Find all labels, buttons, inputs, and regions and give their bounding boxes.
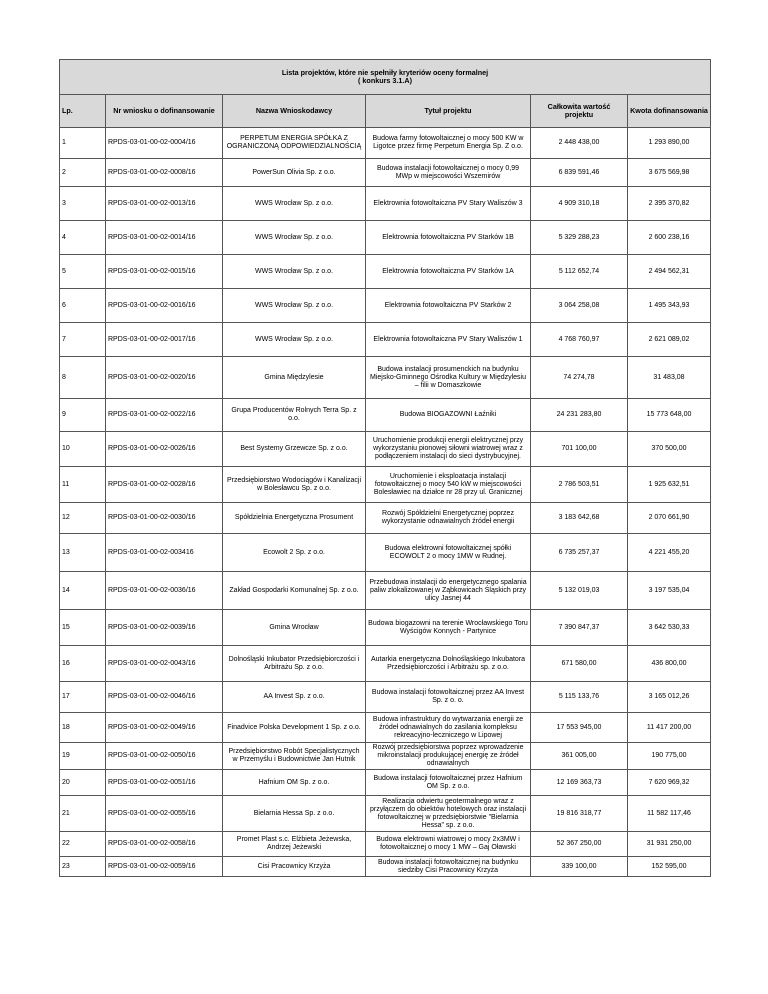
row-applicant-name: Grupa Producentów Rolnych Terra Sp. z o.o. [223, 399, 366, 432]
header-kwota: Kwota dofinansowania [628, 95, 711, 128]
table-row [60, 770, 711, 796]
row-applicant-name: Bielarnia Hessa Sp. z o.o. [223, 796, 366, 832]
title-row [60, 60, 711, 95]
row-project-title: Elektrownia fotowoltaiczna PV Starków 1B [366, 221, 531, 255]
row-lp: 10 [60, 432, 106, 467]
table-row [60, 713, 711, 743]
row-funding-amount: 1 495 343,93 [628, 289, 711, 323]
row-applicant-name: Promet Plast s.c. Elżbieta Jeżewska, Andrzej Jeżewski [223, 832, 366, 857]
row-lp: 8 [60, 357, 106, 399]
row-lp: 18 [60, 713, 106, 743]
row-application-number: RPDS-03-01-00-02-0059/16 [106, 857, 223, 877]
row-application-number: RPDS-03-01-00-02-0026/16 [106, 432, 223, 467]
row-applicant-name: PowerSun Olivia Sp. z o.o. [223, 159, 366, 187]
row-lp: 19 [60, 743, 106, 770]
table-row [60, 432, 711, 467]
row-application-number: RPDS-03-01-00-02-0036/16 [106, 572, 223, 610]
row-lp: 13 [60, 534, 106, 572]
table-row [60, 857, 711, 877]
header-lp: Lp. [60, 95, 106, 128]
row-funding-amount: 370 500,00 [628, 432, 711, 467]
table-row [60, 159, 711, 187]
row-total-value: 17 553 945,00 [531, 713, 628, 743]
row-applicant-name: PERPETUM ENERGIA SPÓŁKA Z OGRANICZONĄ ODPOWIEDZIALNOŚCIĄ [223, 128, 366, 159]
row-total-value: 339 100,00 [531, 857, 628, 877]
row-applicant-name: WWS Wrocław Sp. z o.o. [223, 187, 366, 221]
row-lp: 1 [60, 128, 106, 159]
row-project-title: Przebudowa instalacji do energetycznego spalania paliw zlokalizowanej w Ząbkowicach Śląskich przy ulicy Jasnej 44 [366, 572, 531, 610]
row-application-number: RPDS-03-01-00-02-0030/16 [106, 503, 223, 534]
row-application-number: RPDS-03-01-00-02-0008/16 [106, 159, 223, 187]
row-application-number: RPDS-03-01-00-02-0015/16 [106, 255, 223, 289]
row-lp: 23 [60, 857, 106, 877]
row-total-value: 5 329 288,23 [531, 221, 628, 255]
table-row [60, 221, 711, 255]
row-project-title: Rozwój Spółdzielni Energetycznej poprzez wykorzystanie odnawialnych źródeł energii [366, 503, 531, 534]
row-project-title: Budowa instalacji prosumenckich na budynku Miejsko-Gminnego Ośrodka Kultury w Międzylesiu – filii w Domaszkowie [366, 357, 531, 399]
header-wnioskodawca: Nazwa Wnioskodawcy [223, 95, 366, 128]
row-funding-amount: 11 582 117,46 [628, 796, 711, 832]
row-lp: 2 [60, 159, 106, 187]
row-project-title: Budowa instalacji fotowoltaicznej na budynku siedziby Cisi Pracownicy Krzyża [366, 857, 531, 877]
row-project-title: Budowa farmy fotowoltaicznej o mocy 500 KW w Ligotce przez firmę Perpetum Energia Sp. Z o.o. [366, 128, 531, 159]
row-application-number: RPDS-03-01-00-02-0051/16 [106, 770, 223, 796]
row-total-value: 5 115 133,76 [531, 682, 628, 713]
row-funding-amount: 3 642 530,33 [628, 610, 711, 646]
projects-table [59, 59, 711, 877]
row-lp: 6 [60, 289, 106, 323]
table-row [60, 187, 711, 221]
row-application-number: RPDS-03-01-00-02-003416 [106, 534, 223, 572]
row-lp: 9 [60, 399, 106, 432]
row-project-title: Uruchomienie i eksploatacja instalacji fotowoltaicznej o mocy 540 kW w miejscowości Bolesławiec na działce nr 28 przy ul. Granicznej [366, 467, 531, 503]
row-lp: 12 [60, 503, 106, 534]
table-row [60, 357, 711, 399]
row-funding-amount: 31 483,08 [628, 357, 711, 399]
row-total-value: 3 064 258,08 [531, 289, 628, 323]
row-application-number: RPDS-03-01-00-02-0049/16 [106, 713, 223, 743]
table-row [60, 610, 711, 646]
table-row [60, 572, 711, 610]
table-row [60, 255, 711, 289]
row-applicant-name: WWS Wrocław Sp. z o.o. [223, 323, 366, 357]
row-funding-amount: 11 417 200,00 [628, 713, 711, 743]
row-lp: 3 [60, 187, 106, 221]
table-row [60, 832, 711, 857]
row-project-title: Elektrownia fotowoltaiczna PV Starków 2 [366, 289, 531, 323]
row-funding-amount: 4 221 455,20 [628, 534, 711, 572]
row-project-title: Realizacja odwiertu geotermalnego wraz z przyłączem do obiektów hotelowych oraz instalacji fotowoltaicznej w przedsiębiorstwie "Bielarnia Hessa" sp. z o.o. [366, 796, 531, 832]
row-project-title: Rozwój przedsiębiorstwa poprzez wprowadzenie mikroinstalacji produkującej energię ze źródeł odnawialnych [366, 743, 531, 770]
row-funding-amount: 3 197 535,04 [628, 572, 711, 610]
row-funding-amount: 15 773 648,00 [628, 399, 711, 432]
row-funding-amount: 1 293 890,00 [628, 128, 711, 159]
row-application-number: RPDS-03-01-00-02-0028/16 [106, 467, 223, 503]
row-project-title: Budowa infrastruktury do wytwarzania energii ze źródeł odnawialnych do zasilania kompleksu rekreacyjno-leczniczego w Lipowej [366, 713, 531, 743]
row-project-title: Elektrownia fotowoltaiczna PV Stary Waliszów 3 [366, 187, 531, 221]
row-funding-amount: 3 165 012,26 [628, 682, 711, 713]
table-row [60, 796, 711, 832]
row-applicant-name: Zakład Gospodarki Komunalnej Sp. z o.o. [223, 572, 366, 610]
row-funding-amount: 2 621 089,02 [628, 323, 711, 357]
row-total-value: 7 390 847,37 [531, 610, 628, 646]
row-lp: 4 [60, 221, 106, 255]
table-row [60, 534, 711, 572]
row-application-number: RPDS-03-01-00-02-0046/16 [106, 682, 223, 713]
row-applicant-name: Gmina Międzylesie [223, 357, 366, 399]
row-funding-amount: 1 925 632,51 [628, 467, 711, 503]
row-total-value: 2 786 503,51 [531, 467, 628, 503]
row-applicant-name: WWS Wrocław Sp. z o.o. [223, 255, 366, 289]
row-lp: 22 [60, 832, 106, 857]
row-funding-amount: 31 931 250,00 [628, 832, 711, 857]
row-application-number: RPDS-03-01-00-02-0055/16 [106, 796, 223, 832]
row-lp: 14 [60, 572, 106, 610]
row-lp: 21 [60, 796, 106, 832]
row-project-title: Budowa instalacji fotowoltaicznej o mocy 0,99 MWp w miejscowości Wszemirów [366, 159, 531, 187]
row-total-value: 74 274,78 [531, 357, 628, 399]
row-applicant-name: Gmina Wrocław [223, 610, 366, 646]
row-applicant-name: Ecowolt 2 Sp. z o.o. [223, 534, 366, 572]
row-application-number: RPDS-03-01-00-02-0014/16 [106, 221, 223, 255]
row-application-number: RPDS-03-01-00-02-0039/16 [106, 610, 223, 646]
table-row [60, 503, 711, 534]
row-applicant-name: Przedsiębiorstwo Wodociągów i Kanalizacji w Bolesławcu Sp. z o.o. [223, 467, 366, 503]
row-total-value: 3 183 642,68 [531, 503, 628, 534]
row-lp: 16 [60, 646, 106, 682]
row-application-number: RPDS-03-01-00-02-0022/16 [106, 399, 223, 432]
table-row [60, 128, 711, 159]
row-project-title: Budowa instalacji fotowoltaicznej przez Hafnium OM Sp. z o.o. [366, 770, 531, 796]
row-total-value: 361 005,00 [531, 743, 628, 770]
row-total-value: 5 132 019,03 [531, 572, 628, 610]
row-applicant-name: AA Invest Sp. z o.o. [223, 682, 366, 713]
table-row [60, 399, 711, 432]
row-total-value: 6 839 591,46 [531, 159, 628, 187]
row-lp: 20 [60, 770, 106, 796]
row-applicant-name: Spółdzielnia Energetyczna Prosument [223, 503, 366, 534]
row-application-number: RPDS-03-01-00-02-0013/16 [106, 187, 223, 221]
table-row [60, 646, 711, 682]
row-lp: 11 [60, 467, 106, 503]
row-lp: 17 [60, 682, 106, 713]
row-total-value: 4 909 310,18 [531, 187, 628, 221]
row-project-title: Budowa instalacji fotowoltaicznej przez AA Invest Sp. z o. o. [366, 682, 531, 713]
table-row [60, 289, 711, 323]
table-title [60, 60, 711, 95]
row-project-title: Autarkia energetyczna Dolnośląskiego Inkubatora Przedsiębiorczości i Arbitrażu sp. z o.o. [366, 646, 531, 682]
row-project-title: Budowa elektrowni fotowoltaicznej spółki ECOWOLT 2 o mocy 1MW w Rudnej. [366, 534, 531, 572]
table-row [60, 467, 711, 503]
row-total-value: 6 735 257,37 [531, 534, 628, 572]
row-total-value: 4 768 760,97 [531, 323, 628, 357]
row-application-number: RPDS-03-01-00-02-0017/16 [106, 323, 223, 357]
row-funding-amount: 2 494 562,31 [628, 255, 711, 289]
row-funding-amount: 152 595,00 [628, 857, 711, 877]
row-lp: 7 [60, 323, 106, 357]
row-total-value: 671 580,00 [531, 646, 628, 682]
row-project-title: Elektrownia fotowoltaiczna PV Starków 1A [366, 255, 531, 289]
table-row [60, 743, 711, 770]
row-applicant-name: Dolnośląski Inkubator Przedsiębiorczości i Arbitrażu Sp. z o.o. [223, 646, 366, 682]
row-application-number: RPDS-03-01-00-02-0058/16 [106, 832, 223, 857]
row-applicant-name: Finadvice Polska Development 1 Sp. z o.o. [223, 713, 366, 743]
row-total-value: 19 816 318,77 [531, 796, 628, 832]
row-project-title: Elektrownia fotowoltaiczna PV Stary Waliszów 1 [366, 323, 531, 357]
row-total-value: 12 169 363,73 [531, 770, 628, 796]
row-funding-amount: 190 775,00 [628, 743, 711, 770]
row-total-value: 2 448 438,00 [531, 128, 628, 159]
row-total-value: 52 367 250,00 [531, 832, 628, 857]
row-applicant-name: WWS Wrocław Sp. z o.o. [223, 289, 366, 323]
row-funding-amount: 2 600 238,16 [628, 221, 711, 255]
row-funding-amount: 2 070 661,90 [628, 503, 711, 534]
header-nr: Nr wniosku o dofinansowanie [106, 95, 223, 128]
header-tytul: Tytuł projektu [366, 95, 531, 128]
title-line-2: ( konkurs 3.1.A) [358, 76, 412, 85]
row-total-value: 5 112 652,74 [531, 255, 628, 289]
row-project-title: Budowa biogazowni na terenie Wrocławskiego Toru Wyścigów Konnych - Partynice [366, 610, 531, 646]
row-funding-amount: 436 800,00 [628, 646, 711, 682]
row-lp: 15 [60, 610, 106, 646]
row-application-number: RPDS-03-01-00-02-0043/16 [106, 646, 223, 682]
row-total-value: 24 231 283,80 [531, 399, 628, 432]
row-application-number: RPDS-03-01-00-02-0020/16 [106, 357, 223, 399]
row-funding-amount: 2 395 370,82 [628, 187, 711, 221]
row-applicant-name: Best Systemy Grzewcze Sp. z o.o. [223, 432, 366, 467]
header-wartosc: Całkowita wartość projektu [531, 95, 628, 128]
table-row [60, 682, 711, 713]
row-applicant-name: Przedsiębiorstwo Robót Specjalistycznych w Przemyślu i Budownictwie Jan Hutnik [223, 743, 366, 770]
row-application-number: RPDS-03-01-00-02-0016/16 [106, 289, 223, 323]
row-funding-amount: 3 675 569,98 [628, 159, 711, 187]
row-applicant-name: Cisi Pracownicy Krzyża [223, 857, 366, 877]
row-project-title: Uruchomienie produkcji energii elektrycznej przy wykorzystaniu pionowej siłowni wiatrowej wraz z podłączeniem instalacji do sieci dystrybucyjnej. [366, 432, 531, 467]
row-project-title: Budowa elektrowni wiatrowej o mocy 2x3MW i fotowoltaicznej o mocy 1 MW – Gaj Oławski [366, 832, 531, 857]
row-applicant-name: Hafnium OM Sp. z o.o. [223, 770, 366, 796]
row-lp: 5 [60, 255, 106, 289]
row-total-value: 701 100,00 [531, 432, 628, 467]
header-row [60, 95, 711, 128]
row-application-number: RPDS-03-01-00-02-0004/16 [106, 128, 223, 159]
row-funding-amount: 7 620 969,32 [628, 770, 711, 796]
row-application-number: RPDS-03-01-00-02-0050/16 [106, 743, 223, 770]
row-applicant-name: WWS Wrocław Sp. z o.o. [223, 221, 366, 255]
title-line-1: Lista projektów, które nie spełniły kryteriów oceny formalnej [281, 68, 489, 77]
table-row [60, 323, 711, 357]
row-project-title: Budowa BIOGAZOWNI Łaźniki [366, 399, 531, 432]
